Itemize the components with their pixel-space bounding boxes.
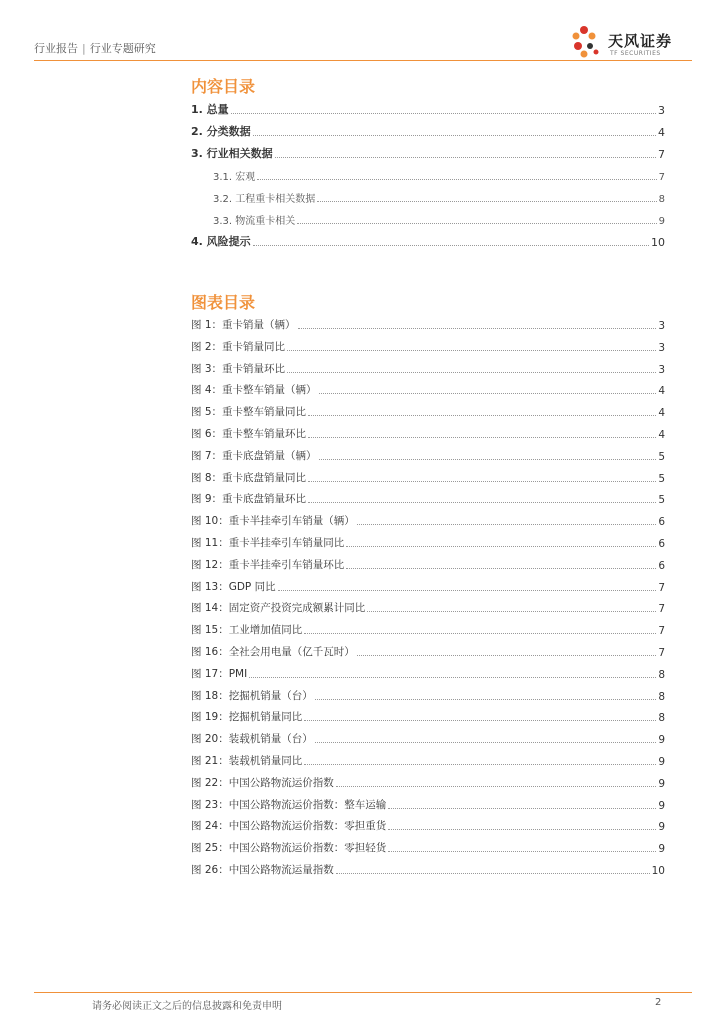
dot-leader <box>315 741 657 743</box>
dot-leader <box>249 676 656 678</box>
entry-page: 7 <box>658 647 665 659</box>
entry-page: 10 <box>651 236 665 249</box>
dot-leader <box>304 763 656 765</box>
dot-leader <box>357 523 657 525</box>
entry-page: 6 <box>658 538 665 550</box>
figure-entry[interactable] <box>191 645 665 659</box>
figure-entry[interactable] <box>191 754 665 768</box>
dot-leader <box>336 872 650 874</box>
entry-page: 4 <box>658 126 665 139</box>
entry-page: 7 <box>658 603 665 616</box>
entry-page: 9 <box>658 216 665 227</box>
contents-entry[interactable] <box>191 235 665 249</box>
report-category: 行业报告 <box>34 42 78 55</box>
dot-leader <box>346 545 656 547</box>
figure-entry[interactable] <box>191 667 665 681</box>
figure-entry[interactable] <box>191 449 665 463</box>
entry-page: 4 <box>658 385 665 398</box>
entry-label: 3.2. 工程重卡相关数据 <box>213 194 316 205</box>
footer-divider <box>34 992 692 993</box>
entry-page: 5 <box>658 450 665 463</box>
entry-page: 6 <box>658 516 665 529</box>
entry-label: 图 6：重卡整车销量环比 <box>191 428 307 440</box>
dot-leader <box>298 327 657 329</box>
figure-entry[interactable] <box>191 536 665 550</box>
figure-entry[interactable] <box>191 710 665 724</box>
entry-label: 图 3：重卡销量环比 <box>191 362 286 375</box>
figure-entry[interactable] <box>191 798 665 812</box>
dot-leader <box>257 178 656 180</box>
entry-page: 7 <box>658 148 665 161</box>
entry-page: 3 <box>658 363 665 376</box>
dot-leader <box>315 698 657 700</box>
figure-entry[interactable] <box>191 514 665 528</box>
entry-label: 图 8：重卡底盘销量同比 <box>191 471 307 484</box>
figures-title: 图表目录 <box>191 293 256 312</box>
figure-entry[interactable] <box>191 318 665 332</box>
entry-label: 图 23：中国公路物流运价指数：整车运输 <box>191 798 387 811</box>
figure-entry[interactable] <box>191 558 665 572</box>
figure-entry[interactable] <box>191 819 665 833</box>
entry-page: 7 <box>658 581 665 594</box>
header-separator: | <box>82 42 86 55</box>
dot-leader <box>304 719 656 721</box>
entry-label: 图 13：GDP 同比 <box>191 580 276 593</box>
entry-label: 图 5：重卡整车销量同比 <box>191 406 307 419</box>
brand-name: 天风证券 <box>608 32 673 50</box>
dot-leader <box>357 654 657 656</box>
entry-label: 图 14：固定资产投资完成额累计同比 <box>191 602 366 615</box>
dot-leader <box>388 850 656 852</box>
figure-entry[interactable] <box>191 340 665 354</box>
entry-page: 9 <box>658 821 665 834</box>
figure-entry[interactable] <box>191 732 665 746</box>
dot-leader <box>388 807 656 809</box>
brand-subtitle: TF SECURITIES <box>610 50 661 57</box>
dot-leader <box>336 785 657 787</box>
entry-page: 3 <box>658 320 665 332</box>
entry-page: 4 <box>658 407 665 420</box>
entry-page: 10 <box>651 865 665 877</box>
entry-label: 图 9：重卡底盘销量环比 <box>191 493 307 506</box>
figure-entry[interactable] <box>191 427 665 441</box>
entry-label: 图 20：装载机销量（台） <box>191 733 313 746</box>
entry-label: 图 4：重卡整车销量（辆） <box>191 384 317 397</box>
entry-label: 图 25：中国公路物流运价指数：零担轻货 <box>191 842 387 855</box>
entry-label: 图 18：挖掘机销量（台） <box>191 689 313 702</box>
entry-page: 3 <box>658 104 665 117</box>
entry-label: 图 16：全社会用电量（亿千瓦时） <box>191 646 355 658</box>
dot-leader <box>317 200 656 202</box>
dot-leader <box>231 112 656 114</box>
entry-label: 图 24：中国公路物流运价指数：零担重货 <box>191 820 387 833</box>
entry-label: 图 26：中国公路物流运量指数 <box>191 864 334 876</box>
dot-leader <box>308 501 656 503</box>
dot-leader <box>253 134 656 136</box>
dot-leader <box>275 156 656 158</box>
contents-entry[interactable] <box>213 169 665 183</box>
entry-page: 8 <box>658 712 665 725</box>
figure-entry[interactable] <box>191 689 665 703</box>
entry-page: 8 <box>658 690 665 703</box>
figure-entry[interactable] <box>191 471 665 485</box>
dot-leader <box>253 244 649 246</box>
figure-entry[interactable] <box>191 841 665 855</box>
figure-entry[interactable] <box>191 580 665 594</box>
dot-leader <box>297 222 656 224</box>
report-subcategory: 行业专题研究 <box>89 42 156 55</box>
dot-leader <box>287 371 656 373</box>
figure-entry[interactable] <box>191 863 665 877</box>
dot-leader <box>287 349 656 351</box>
entry-page: 7 <box>658 172 665 183</box>
entry-label: 1. 总量 <box>191 103 229 116</box>
footer-disclaimer: 请务必阅读正文之后的信息披露和免责申明 <box>92 1001 282 1012</box>
dot-leader <box>319 458 657 460</box>
entry-page: 5 <box>658 472 665 485</box>
dot-leader <box>308 436 656 438</box>
entry-label: 3. 行业相关数据 <box>191 147 273 160</box>
entry-label: 图 10：重卡半挂牵引车销量（辆） <box>191 515 355 528</box>
entry-page: 9 <box>658 799 665 812</box>
dot-leader <box>278 589 657 591</box>
entry-page: 3 <box>658 341 665 354</box>
figure-entry[interactable] <box>191 362 665 376</box>
figure-entry[interactable] <box>191 601 665 615</box>
entry-label: 图 19：挖掘机销量同比 <box>191 711 303 724</box>
contents-entry[interactable] <box>191 103 665 117</box>
entry-label: 图 12：重卡半挂牵引车销量环比 <box>191 558 345 571</box>
dot-leader <box>304 632 656 634</box>
entry-page: 7 <box>658 625 665 638</box>
entry-page: 5 <box>658 494 665 507</box>
entry-label: 图 2：重卡销量同比 <box>191 340 286 353</box>
figure-entry[interactable] <box>191 383 665 397</box>
figure-entry[interactable] <box>191 405 665 419</box>
dot-leader <box>308 480 656 482</box>
figure-entry[interactable] <box>191 492 665 506</box>
entry-page: 9 <box>658 734 665 747</box>
dot-leader <box>346 567 656 569</box>
entry-page: 8 <box>658 194 665 205</box>
entry-page: 9 <box>658 843 665 856</box>
entry-page: 4 <box>658 429 665 441</box>
entry-label: 3.1. 宏观 <box>213 172 256 183</box>
dot-leader <box>388 828 656 830</box>
entry-label: 图 15：工业增加值同比 <box>191 624 303 637</box>
entry-label: 图 21：装载机销量同比 <box>191 755 303 767</box>
report-header <box>34 40 156 56</box>
entry-label: 4. 风险提示 <box>191 235 251 248</box>
entry-page: 9 <box>658 756 665 768</box>
dot-leader <box>367 610 656 612</box>
entry-label: 3.3. 物流重卡相关 <box>213 216 296 227</box>
contents-entry[interactable] <box>213 213 665 227</box>
dot-leader <box>308 414 656 416</box>
contents-entry[interactable] <box>191 125 665 139</box>
entry-page: 9 <box>658 777 665 790</box>
entry-page: 6 <box>658 559 665 572</box>
contents-entry[interactable] <box>213 191 665 205</box>
entry-label: 图 22：中国公路物流运价指数 <box>191 776 334 789</box>
figure-entry[interactable] <box>191 776 665 790</box>
figure-entry[interactable] <box>191 623 665 637</box>
contents-title: 内容目录 <box>191 77 256 96</box>
contents-entry[interactable] <box>191 147 665 161</box>
entry-label: 图 7：重卡底盘销量（辆） <box>191 449 317 462</box>
entry-label: 图 11：重卡半挂牵引车销量同比 <box>191 537 345 549</box>
dot-leader <box>319 392 657 394</box>
header-divider <box>34 60 692 61</box>
entry-label: 图 1：重卡销量（辆） <box>191 319 296 331</box>
entry-label: 图 17：PMI <box>191 667 248 680</box>
entry-page: 8 <box>658 668 665 681</box>
entry-label: 2. 分类数据 <box>191 125 251 138</box>
page-number: 2 <box>655 997 662 1008</box>
